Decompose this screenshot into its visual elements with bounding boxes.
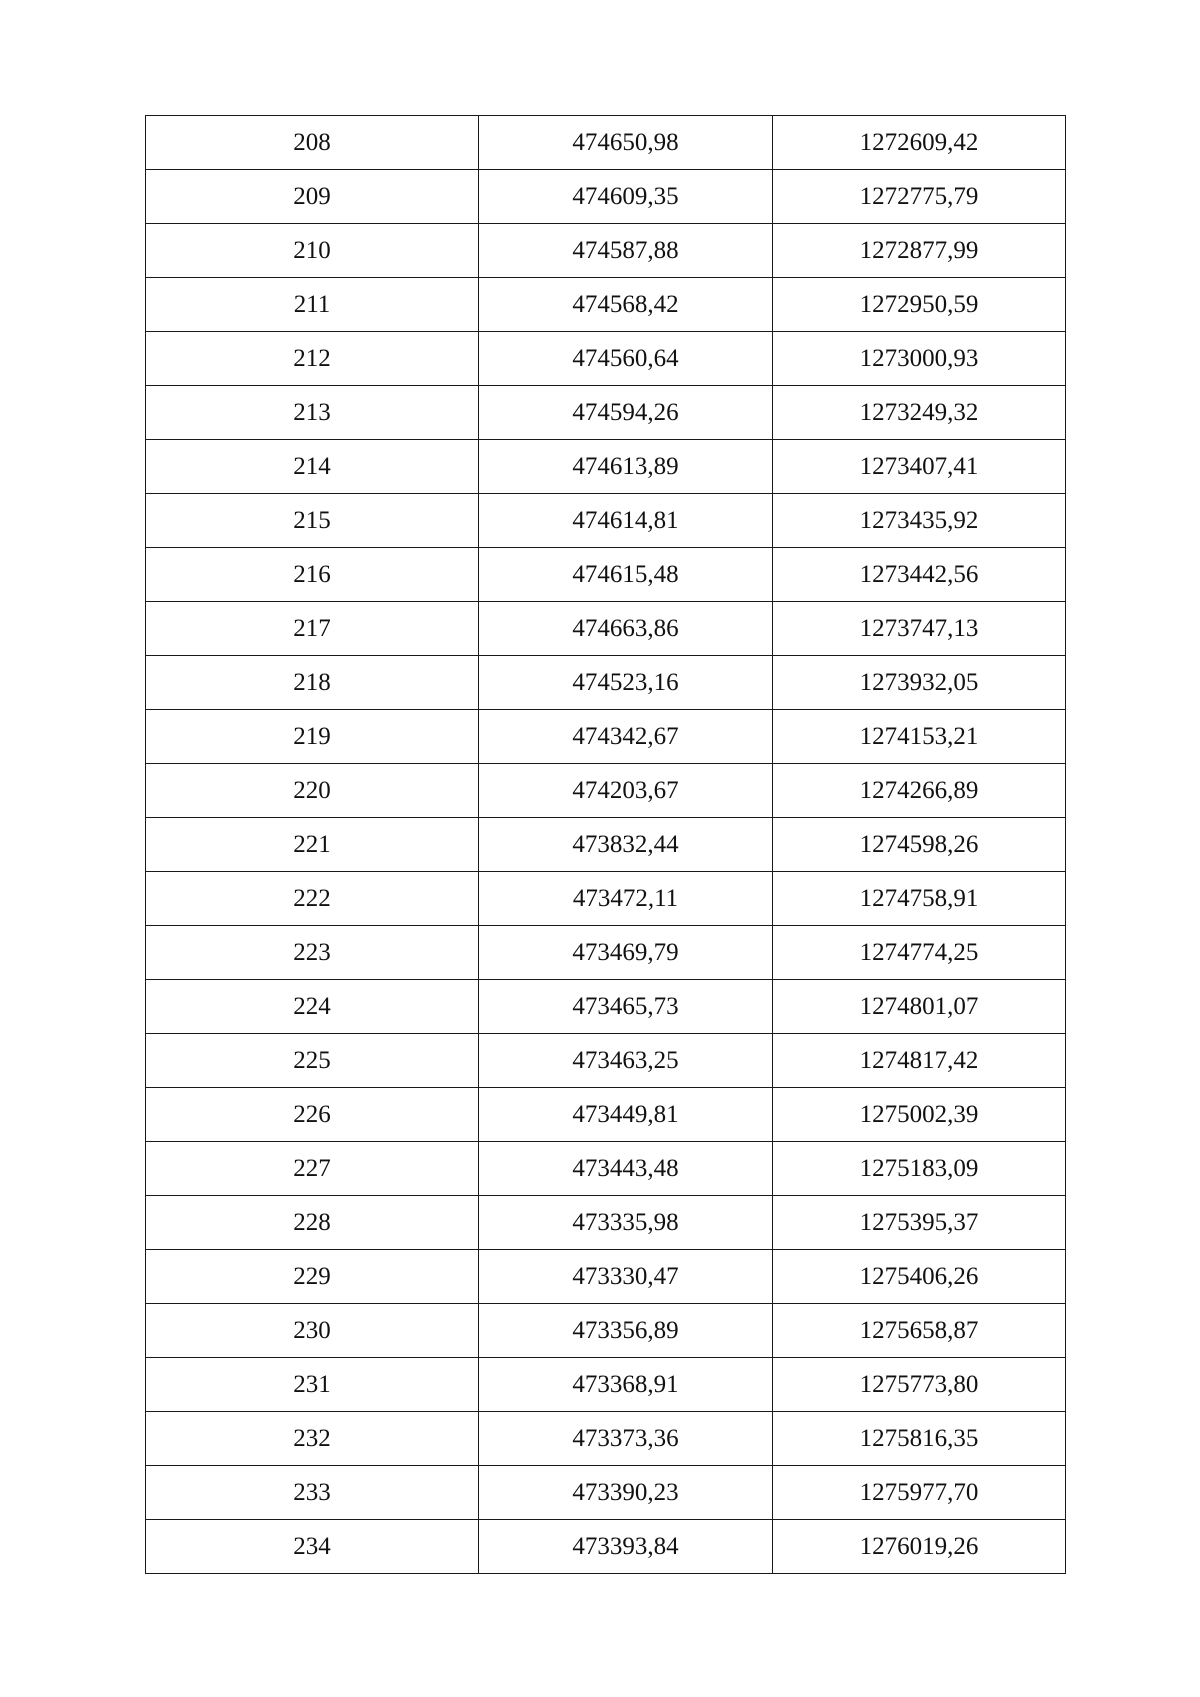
x-coordinate-cell: 473330,47	[479, 1250, 773, 1304]
point-number-cell: 234	[146, 1520, 479, 1574]
x-coordinate-cell: 473472,11	[479, 872, 773, 926]
x-coordinate-cell: 473465,73	[479, 980, 773, 1034]
point-number-cell: 218	[146, 656, 479, 710]
x-coordinate-cell: 473449,81	[479, 1088, 773, 1142]
table-row	[146, 1196, 1066, 1250]
table-row	[146, 440, 1066, 494]
point-number-cell: 231	[146, 1358, 479, 1412]
x-coordinate-cell: 473832,44	[479, 818, 773, 872]
point-number-cell: 227	[146, 1142, 479, 1196]
table-row	[146, 818, 1066, 872]
x-coordinate-cell: 474609,35	[479, 170, 773, 224]
x-coordinate-cell: 474650,98	[479, 116, 773, 170]
table-row	[146, 1034, 1066, 1088]
x-coordinate-cell: 474568,42	[479, 278, 773, 332]
x-coordinate-cell: 474203,67	[479, 764, 773, 818]
x-coordinate-cell: 474613,89	[479, 440, 773, 494]
point-number-cell: 208	[146, 116, 479, 170]
point-number-cell: 216	[146, 548, 479, 602]
x-coordinate-cell: 473368,91	[479, 1358, 773, 1412]
y-coordinate-cell: 1274598,26	[773, 818, 1066, 872]
table-row	[146, 764, 1066, 818]
y-coordinate-cell: 1274758,91	[773, 872, 1066, 926]
table-row	[146, 1412, 1066, 1466]
y-coordinate-cell: 1275183,09	[773, 1142, 1066, 1196]
y-coordinate-cell: 1275395,37	[773, 1196, 1066, 1250]
table-row	[146, 1358, 1066, 1412]
y-coordinate-cell: 1273407,41	[773, 440, 1066, 494]
table-row	[146, 1520, 1066, 1574]
y-coordinate-cell: 1275658,87	[773, 1304, 1066, 1358]
table-row	[146, 116, 1066, 170]
table-row	[146, 926, 1066, 980]
point-number-cell: 224	[146, 980, 479, 1034]
x-coordinate-cell: 474523,16	[479, 656, 773, 710]
table-row	[146, 170, 1066, 224]
x-coordinate-cell: 473463,25	[479, 1034, 773, 1088]
x-coordinate-cell: 474663,86	[479, 602, 773, 656]
table-row	[146, 980, 1066, 1034]
y-coordinate-cell: 1275406,26	[773, 1250, 1066, 1304]
point-number-cell: 209	[146, 170, 479, 224]
y-coordinate-cell: 1273435,92	[773, 494, 1066, 548]
x-coordinate-cell: 474342,67	[479, 710, 773, 764]
point-number-cell: 228	[146, 1196, 479, 1250]
point-number-cell: 220	[146, 764, 479, 818]
table-row	[146, 278, 1066, 332]
y-coordinate-cell: 1275816,35	[773, 1412, 1066, 1466]
y-coordinate-cell: 1273000,93	[773, 332, 1066, 386]
y-coordinate-cell: 1273747,13	[773, 602, 1066, 656]
y-coordinate-cell: 1276019,26	[773, 1520, 1066, 1574]
table-row	[146, 872, 1066, 926]
x-coordinate-cell: 473443,48	[479, 1142, 773, 1196]
y-coordinate-cell: 1272775,79	[773, 170, 1066, 224]
table-row	[146, 1088, 1066, 1142]
point-number-cell: 233	[146, 1466, 479, 1520]
y-coordinate-cell: 1274817,42	[773, 1034, 1066, 1088]
x-coordinate-cell: 473390,23	[479, 1466, 773, 1520]
x-coordinate-cell: 474615,48	[479, 548, 773, 602]
table-row	[146, 1142, 1066, 1196]
x-coordinate-cell: 474614,81	[479, 494, 773, 548]
y-coordinate-cell: 1274266,89	[773, 764, 1066, 818]
table-row	[146, 656, 1066, 710]
y-coordinate-cell: 1272609,42	[773, 116, 1066, 170]
table-row	[146, 710, 1066, 764]
x-coordinate-cell: 474594,26	[479, 386, 773, 440]
coordinates-table-body	[146, 116, 1066, 1574]
y-coordinate-cell: 1273442,56	[773, 548, 1066, 602]
table-row	[146, 224, 1066, 278]
x-coordinate-cell: 473356,89	[479, 1304, 773, 1358]
y-coordinate-cell: 1275977,70	[773, 1466, 1066, 1520]
x-coordinate-cell: 473393,84	[479, 1520, 773, 1574]
y-coordinate-cell: 1274774,25	[773, 926, 1066, 980]
point-number-cell: 223	[146, 926, 479, 980]
point-number-cell: 225	[146, 1034, 479, 1088]
coordinates-table	[145, 115, 1066, 1574]
point-number-cell: 221	[146, 818, 479, 872]
point-number-cell: 229	[146, 1250, 479, 1304]
x-coordinate-cell: 474587,88	[479, 224, 773, 278]
point-number-cell: 226	[146, 1088, 479, 1142]
table-row	[146, 386, 1066, 440]
y-coordinate-cell: 1272877,99	[773, 224, 1066, 278]
y-coordinate-cell: 1274801,07	[773, 980, 1066, 1034]
table-row	[146, 1466, 1066, 1520]
y-coordinate-cell: 1275002,39	[773, 1088, 1066, 1142]
x-coordinate-cell: 474560,64	[479, 332, 773, 386]
y-coordinate-cell: 1272950,59	[773, 278, 1066, 332]
point-number-cell: 211	[146, 278, 479, 332]
point-number-cell: 214	[146, 440, 479, 494]
point-number-cell: 219	[146, 710, 479, 764]
point-number-cell: 210	[146, 224, 479, 278]
y-coordinate-cell: 1273249,32	[773, 386, 1066, 440]
point-number-cell: 215	[146, 494, 479, 548]
x-coordinate-cell: 473373,36	[479, 1412, 773, 1466]
table-row	[146, 494, 1066, 548]
x-coordinate-cell: 473469,79	[479, 926, 773, 980]
point-number-cell: 217	[146, 602, 479, 656]
table-row	[146, 1250, 1066, 1304]
point-number-cell: 212	[146, 332, 479, 386]
y-coordinate-cell: 1273932,05	[773, 656, 1066, 710]
table-row	[146, 602, 1066, 656]
y-coordinate-cell: 1274153,21	[773, 710, 1066, 764]
table-row	[146, 1304, 1066, 1358]
table-row	[146, 548, 1066, 602]
x-coordinate-cell: 473335,98	[479, 1196, 773, 1250]
point-number-cell: 213	[146, 386, 479, 440]
y-coordinate-cell: 1275773,80	[773, 1358, 1066, 1412]
point-number-cell: 232	[146, 1412, 479, 1466]
point-number-cell: 222	[146, 872, 479, 926]
point-number-cell: 230	[146, 1304, 479, 1358]
table-row	[146, 332, 1066, 386]
